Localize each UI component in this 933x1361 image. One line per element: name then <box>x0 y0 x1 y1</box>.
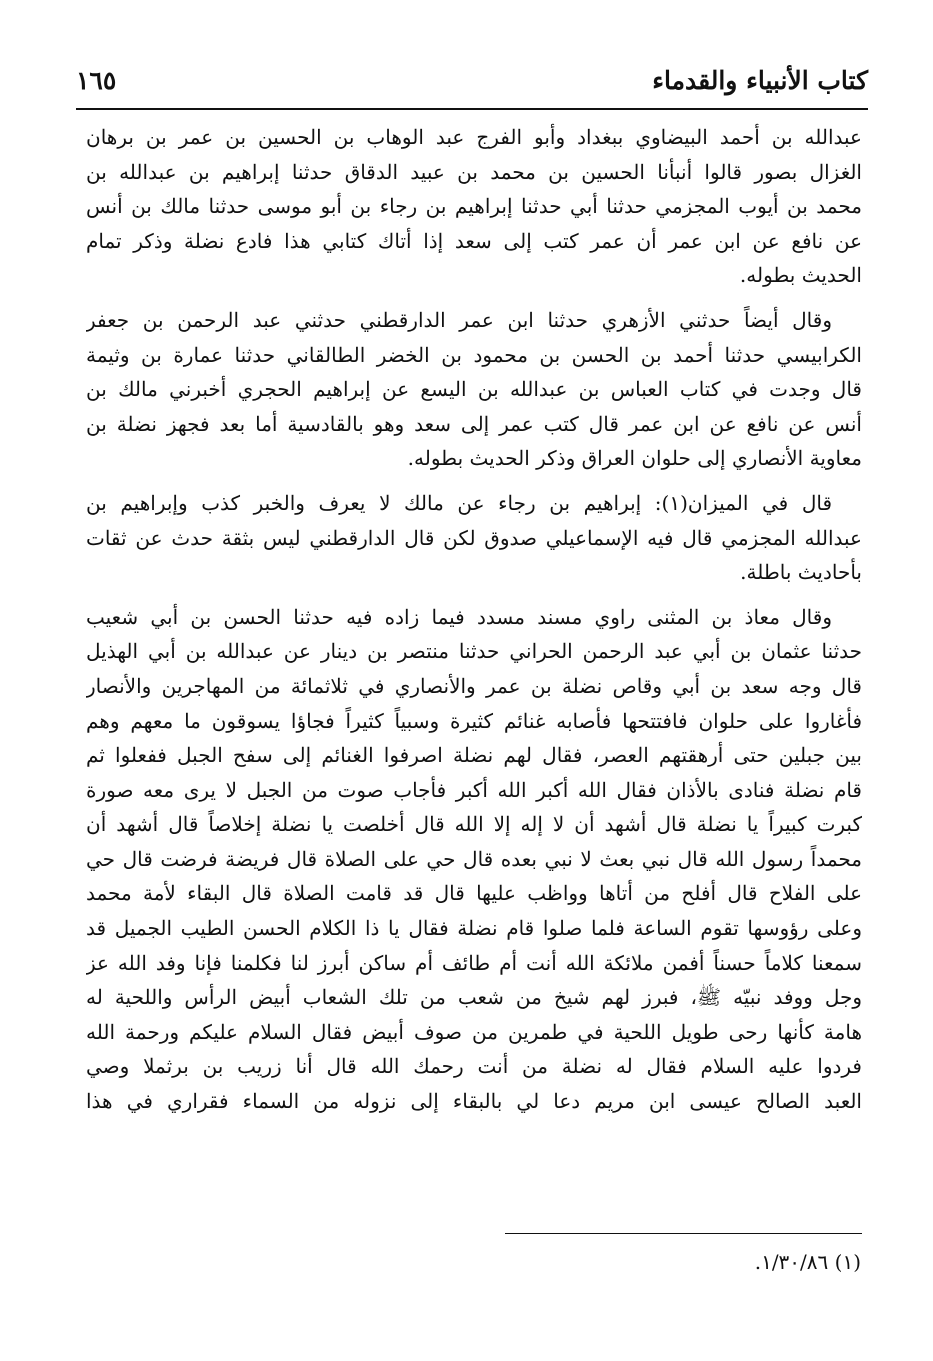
text-line: عبدالله بن أحمد البيضاوي ببغداد وأبو الفرج عبد الوهاب بن الحسين بن عمر بن برهان <box>86 125 862 149</box>
text-line: العبد الصالح عيسى ابن مريم دعا لي بالبقاء إلى نزوله من السماء فقراري في هذا <box>86 1089 862 1114</box>
paragraph-1 <box>86 120 862 293</box>
text-line: عن نافع عن ابن عمر أن عمر كتب إلى سعد إذا أتاك كتابي هذا فادع نضلة وذكر تمام <box>86 228 862 253</box>
text-line: قال وجدت في كتاب العباس بن عبدالله بن اليسع عن إبراهيم الحجري أخبرني مالك بن <box>86 377 862 402</box>
text-line: قال وجه سعد بن أبي وقاص نضلة بن عمر والأنصاري في ثلاثمائة من المهاجرين والأنصار <box>86 673 862 698</box>
text-line: وقال أيضاً حدثني الأزهري حدثنا ابن عمر الدارقطني حدثني عبد الرحمن بن جعفر <box>86 307 832 332</box>
footnote-text: ١/٣٠/٨٦. <box>754 1250 829 1274</box>
header-rule <box>76 108 868 110</box>
text-line: الحديث بطوله. <box>739 263 862 288</box>
text-line: محمد بن أيوب المجزمي حدثنا أبي حدثنا إبراهيم بن رجاء بن أبو موسى حدثنا مالك بن أنس <box>86 194 862 219</box>
paragraph-2 <box>86 303 862 476</box>
text-line: محمداً رسول الله قال نبي بعث لا نبي بعده قال حي على الصلاة قال فريضة فرضت قال حي <box>86 846 862 871</box>
text-line: عبدالله المجزمي قال فيه الإسماعيلي صدوق لكن قال الدارقطني ليس بثقة حدث عن ثقات <box>86 525 862 550</box>
text-line: وقال معاذ بن المثنى راوي مسند مسدد فيما زاده فيه حدثنا الحسن بن أبي شعيب <box>86 604 832 629</box>
text-line: الكرابيسي حدثنا أحمد بن الحسن بن محمود بن الخضر الطالقاني حدثنا عمارة بن وثيمة <box>86 342 862 367</box>
text-line: قال في الميزان(١): إبراهيم بن رجاء عن مالك لا يعرف والخبر كذب وإبراهيم بن <box>86 490 832 515</box>
text-line: قام نضلة فنادى بالأذان فقال الله أكبر الله أكبر فأجاب صوت من الجبل لا يرى معه صورة <box>86 777 862 802</box>
text-line: بين جبلين حتى أرهقتهم العصر، فقال لهم نضلة اصرفوا الغنائم إلى سفح الجبل ففعلوا ثم <box>86 743 862 768</box>
text-line: هامة كأنها رحى طويل اللحية في طمرين من صوف أبيض فقال السلام عليكم ورحمة الله <box>86 1019 862 1044</box>
text-line: حدثنا عثمان بن أبي عبد الرحمن الحراني حدثنا منتصر بن دينار عن عبدالله بن أبي الهذيل <box>86 639 862 664</box>
footnote-marker: (١) <box>834 1250 861 1274</box>
text-line: بأحاديث باطلة. <box>740 560 862 585</box>
body-text <box>86 120 862 1129</box>
page-number: ١٦٥ <box>76 66 117 95</box>
text-line: وجل ووفد نبيّه ﷺ، فبرز لهم شيخ من شعب من تلك الشعاب أبيض الرأس واللحية له <box>86 985 862 1010</box>
footnote-rule <box>505 1233 862 1234</box>
footnote <box>755 1250 861 1274</box>
text-line: فردوا عليه السلام فقال له نضلة من أنت رحمك الله قال أنا زريب بن برثملا وصي <box>86 1054 862 1079</box>
text-line: سمعنا كلاماً حسناً أفمن ملائكة الله أنت أم طائف أم ساكن أبرز لنا فكلمنا فإنا وفد الله عز <box>86 950 862 975</box>
text-line: على الفلاح قال أفلح من أتاها وواظب عليها قال قد قامت الصلاة قال البقاء لأمة محمد <box>86 881 862 906</box>
running-header <box>76 66 868 106</box>
text-line: الغزال بصور قالوا أنبأنا الحسين بن محمد بن عبيد الدقاق حدثنا إبراهيم بن عبدالله بن <box>86 159 862 184</box>
paragraph-4 <box>86 600 862 1119</box>
text-line: كبرت كبيراً يا نضلة قال أشهد أن لا إله إلا الله قال أخلصت يا نضلة إخلاصاً قال أشهد أن <box>86 812 862 837</box>
paragraph-3 <box>86 486 862 590</box>
book-title: كتاب الأنبياء والقدماء <box>652 66 868 95</box>
text-line: معاوية الأنصاري إلى حلوان العراق وذكر الحديث بطوله. <box>407 446 862 471</box>
text-line: أنس عن نافع عن ابن عمر قال كتب عمر إلى سعد وهو بالقادسية أما بعد فجهز نضلة بن <box>86 411 862 436</box>
text-line: فأغاروا على حلوان فافتتحها فأصابه غنائم كثيرة وسبياً كثيراً فجاؤا يسوقون ما معهم وهم <box>86 708 862 733</box>
text-line: وعلى رؤوسها تقوم الساعة فلما صلوا قام نضلة فقال يا ذا الكلام الحسن الطيب الجميل قد <box>86 916 862 941</box>
